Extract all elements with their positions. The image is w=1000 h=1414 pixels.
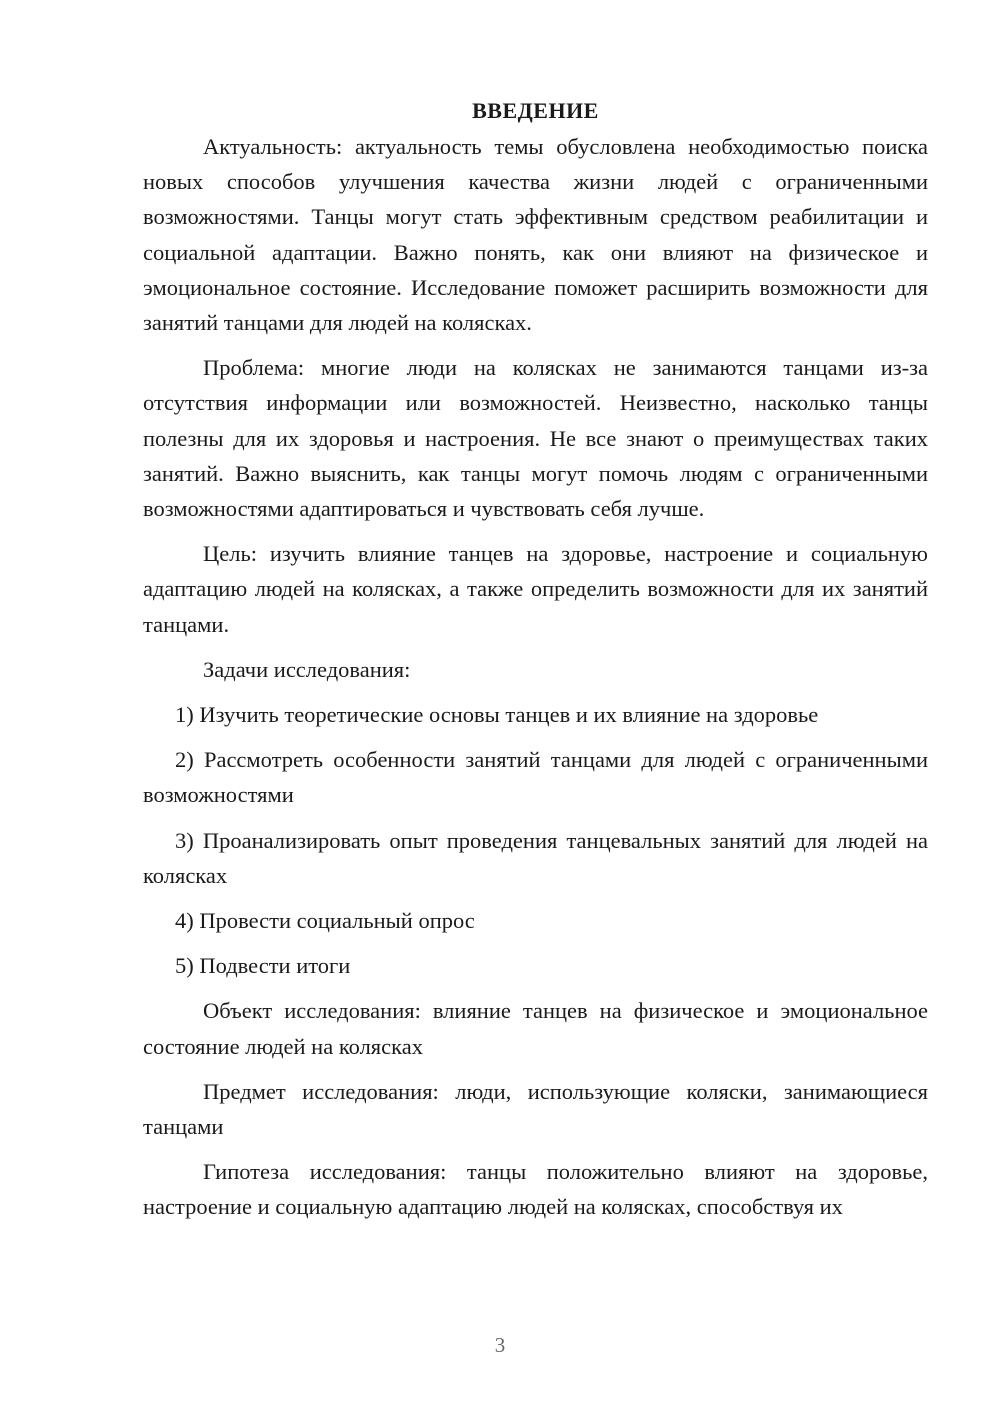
- section-title: ВВЕДЕНИЕ: [472, 98, 599, 123]
- tasks-heading: Задачи исследования:: [203, 656, 411, 682]
- task-item-2: 2) Рассмотреть особенности занятий танцами для людей с ограниченными возможностями: [143, 747, 928, 808]
- hypothesis-paragraph: Гипотеза исследования: танцы положительно влияют на здоровье, настроение и социальную адаптацию людей на колясках, способствуя их: [143, 1159, 928, 1220]
- task-item-1: 1) Изучить теоретические основы танцев и их влияние на здоровье: [175, 702, 819, 728]
- subject-paragraph: Предмет исследования: люди, использующие коляски, занимающиеся танцами: [143, 1078, 928, 1140]
- problem-paragraph: Проблема: многие люди на колясках не занимаются танцами из-за отсутствия информации или возможностей. Неизвестно, насколько танцы полезны для их здоровья и настроения. Не все знают о преимуществах таких занятий. Важно выяснить, как танцы могут помочь людям с ограниченными возможностями адаптироваться и чувствовать себя лучше.: [143, 355, 928, 522]
- page-number: 3: [494, 1333, 506, 1357]
- goal-paragraph: Цель: изучить влияние танцев на здоровье, настроение и социальную адаптацию людей на колясках, а также определить возможности для их занятий танцами.: [143, 541, 928, 637]
- relevance-paragraph: Актуальность: актуальность темы обусловлена необходимостью поиска новых способов улучшения качества жизни людей с ограниченными возможностями. Танцы могут стать эффективным средством реабилитации и социальной адаптации. Важно понять, как они влияют на физическое и эмоциональное состояние. Исследование поможет расширить возможности для занятий танцами для людей на колясках.: [143, 134, 928, 336]
- task-item-3: 3) Проанализировать опыт проведения танцевальных занятий для людей на колясках: [143, 827, 928, 888]
- document-page: [143, 95, 928, 1225]
- object-paragraph: Объект исследования: влияние танцев на физическое и эмоциональное состояние людей на колясках: [143, 998, 928, 1059]
- task-item-4: 4) Провести социальный опрос: [175, 908, 475, 934]
- task-item-5: 5) Подвести итоги: [175, 953, 351, 979]
